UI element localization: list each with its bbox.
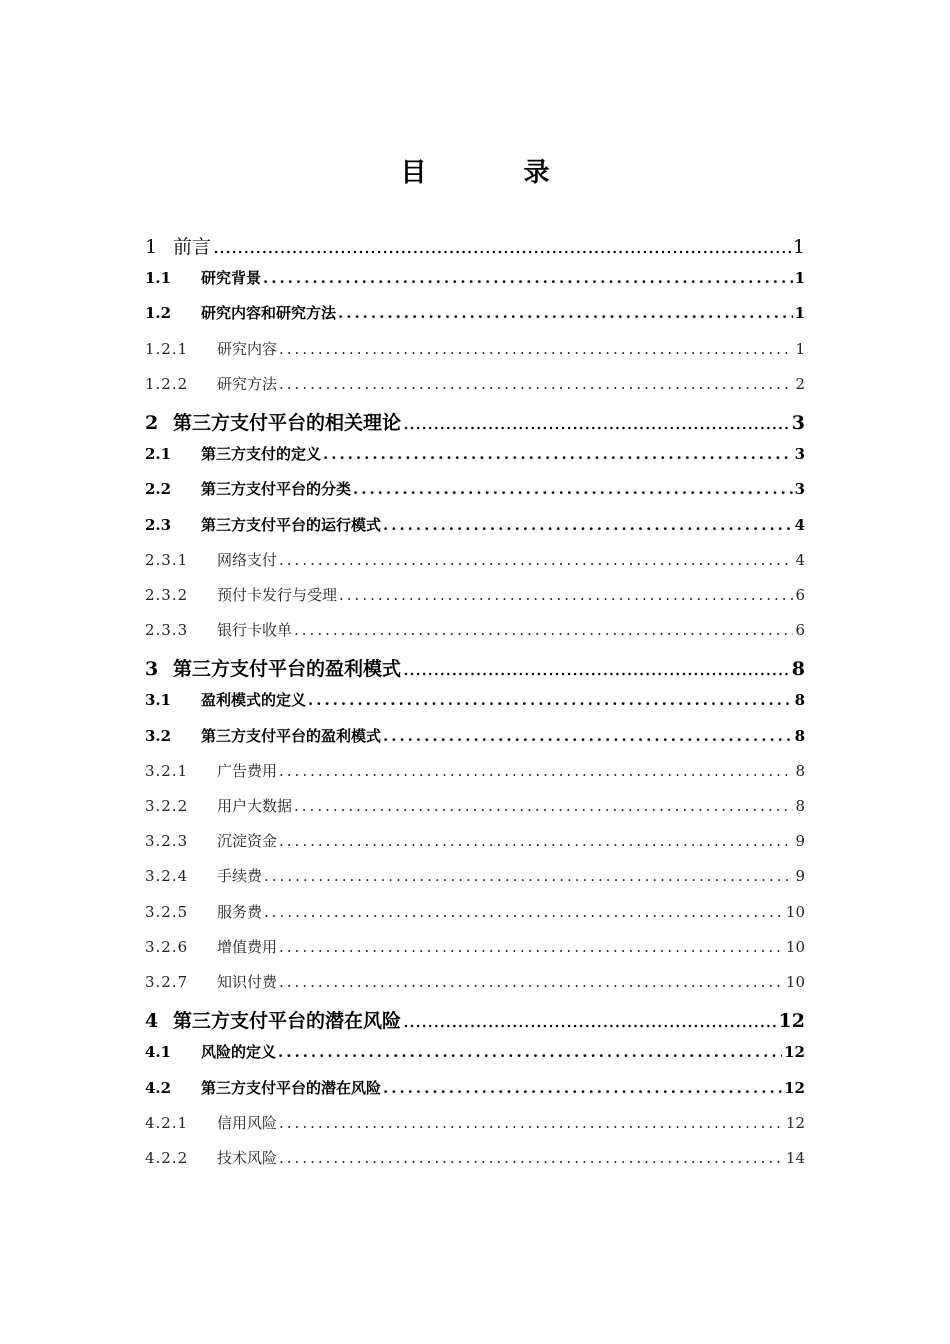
toc-entry-page-number: 9 bbox=[795, 867, 805, 886]
toc-entry-number: 2 bbox=[145, 411, 159, 434]
page-title: 目 录 bbox=[400, 158, 594, 188]
toc-entry-number: 4.2.2 bbox=[145, 1148, 189, 1167]
toc-dot-leader bbox=[383, 516, 793, 534]
toc-dot-leader bbox=[403, 658, 790, 680]
toc-entry-number: 2.3.3 bbox=[145, 621, 189, 640]
toc-entry-number: 3.2.4 bbox=[145, 867, 189, 886]
toc-entry-page-number: 8 bbox=[794, 726, 805, 745]
toc-entry[interactable] bbox=[145, 514, 805, 549]
toc-entry[interactable] bbox=[145, 795, 805, 830]
toc-entry[interactable] bbox=[145, 936, 805, 971]
toc-entry-page-number: 6 bbox=[795, 585, 805, 604]
toc-entry-number: 3.1 bbox=[145, 691, 172, 710]
toc-entry-number: 3.2.5 bbox=[145, 902, 189, 921]
toc-dot-leader bbox=[308, 691, 793, 709]
toc-entry-label: 第三方支付的定义 bbox=[201, 445, 322, 464]
toc-entry-page-number: 2 bbox=[795, 374, 805, 393]
toc-entry-page-number: 8 bbox=[795, 797, 805, 815]
toc-entry[interactable] bbox=[145, 901, 805, 936]
toc-entry-number: 3.2.1 bbox=[145, 761, 189, 780]
toc-entry-page-number: 10 bbox=[785, 972, 805, 991]
toc-entry-page-number: 6 bbox=[795, 621, 805, 640]
toc-entry[interactable] bbox=[145, 373, 805, 408]
toc-entry-label: 第三方支付平台的运行模式 bbox=[201, 515, 382, 534]
toc-entry-label: 沉淀资金 bbox=[217, 832, 278, 851]
toc-entry-page-number: 1 bbox=[795, 339, 805, 358]
toc-entry-number: 3.2.6 bbox=[145, 937, 189, 956]
toc-entry-page-number: 3 bbox=[791, 411, 805, 434]
toc-entry-number: 3.2 bbox=[145, 726, 172, 745]
toc-entry-page-number: 12 bbox=[785, 1113, 805, 1132]
toc-entry-label: 信用风险 bbox=[217, 1113, 278, 1132]
toc-entry-number: 4 bbox=[145, 1010, 159, 1033]
toc-entry[interactable] bbox=[145, 654, 805, 689]
toc-entry-label: 第三方支付平台的盈利模式 bbox=[201, 726, 382, 745]
toc-entry-number: 1 bbox=[145, 236, 158, 258]
toc-entry-page-number: 9 bbox=[795, 832, 805, 851]
toc-dot-leader bbox=[279, 938, 784, 956]
toc-entry-label: 第三方支付平台的分类 bbox=[201, 480, 352, 499]
toc-dot-leader bbox=[279, 340, 793, 358]
toc-entry-label: 银行卡收单 bbox=[217, 621, 293, 640]
toc-entry[interactable] bbox=[145, 1147, 805, 1182]
toc-entry-number: 3.2.2 bbox=[145, 797, 189, 815]
toc-dot-leader bbox=[323, 445, 793, 463]
toc-entry[interactable] bbox=[145, 549, 805, 584]
toc-entry[interactable] bbox=[145, 1112, 805, 1147]
toc-dot-leader bbox=[383, 1079, 782, 1097]
toc-entry-number: 2.2 bbox=[145, 480, 172, 499]
toc-entry-page-number: 10 bbox=[785, 902, 805, 921]
toc-entry[interactable] bbox=[145, 971, 805, 1006]
toc-entry-label: 盈利模式的定义 bbox=[201, 691, 307, 710]
toc-dot-leader bbox=[264, 903, 784, 921]
toc-entry-label: 技术风险 bbox=[217, 1148, 278, 1167]
toc-entry[interactable] bbox=[145, 725, 805, 760]
toc-entry-page-number: 3 bbox=[794, 480, 805, 499]
toc-entry[interactable] bbox=[145, 760, 805, 795]
toc-entry-number: 3.2.3 bbox=[145, 832, 189, 851]
toc-entry[interactable] bbox=[145, 338, 805, 373]
toc-entry-label: 广告费用 bbox=[217, 761, 278, 780]
toc-entry-number: 3 bbox=[145, 658, 159, 681]
toc-entry-page-number: 1 bbox=[794, 269, 805, 288]
toc-dot-leader bbox=[403, 412, 790, 434]
table-of-contents bbox=[145, 232, 805, 1182]
toc-entry-number: 1.2.1 bbox=[145, 339, 189, 358]
toc-dot-leader bbox=[279, 1114, 784, 1132]
toc-entry-label: 研究背景 bbox=[201, 269, 262, 288]
toc-dot-leader bbox=[279, 375, 793, 393]
toc-entry-number: 4.2.1 bbox=[145, 1113, 189, 1132]
toc-entry-label: 预付卡发行与受理 bbox=[217, 585, 338, 604]
toc-entry-number: 2.3 bbox=[145, 515, 172, 534]
toc-entry[interactable] bbox=[145, 232, 805, 267]
toc-entry-label: 网络支付 bbox=[217, 550, 278, 569]
toc-entry[interactable] bbox=[145, 689, 805, 724]
toc-dot-leader bbox=[339, 586, 793, 604]
toc-dot-leader bbox=[338, 304, 793, 322]
toc-dot-leader bbox=[264, 867, 793, 885]
toc-entry[interactable] bbox=[145, 584, 805, 619]
toc-dot-leader bbox=[263, 269, 793, 287]
toc-entry-label: 第三方支付平台的潜在风险 bbox=[173, 1010, 402, 1033]
toc-entry[interactable] bbox=[145, 267, 805, 302]
toc-entry-page-number: 14 bbox=[785, 1148, 805, 1167]
toc-dot-leader bbox=[279, 973, 784, 991]
toc-entry-label: 增值费用 bbox=[217, 937, 278, 956]
toc-entry-number: 4.1 bbox=[145, 1043, 172, 1062]
toc-entry[interactable] bbox=[145, 1041, 805, 1076]
toc-entry[interactable] bbox=[145, 865, 805, 900]
toc-dot-leader bbox=[279, 832, 793, 850]
toc-dot-leader bbox=[294, 621, 793, 639]
toc-entry-page-number: 8 bbox=[795, 761, 805, 780]
toc-dot-leader bbox=[279, 762, 793, 780]
toc-entry-number: 2.3.1 bbox=[145, 550, 189, 569]
toc-entry-label: 服务费 bbox=[217, 902, 263, 921]
toc-entry[interactable] bbox=[145, 1006, 805, 1041]
toc-entry-label: 前言 bbox=[173, 236, 212, 258]
toc-dot-leader bbox=[279, 1149, 784, 1167]
toc-dot-leader bbox=[278, 1043, 782, 1061]
toc-entry-page-number: 12 bbox=[784, 1043, 805, 1062]
toc-entry-page-number: 8 bbox=[794, 691, 805, 710]
toc-entry-label: 第三方支付平台的盈利模式 bbox=[173, 658, 402, 681]
toc-entry-label: 手续费 bbox=[217, 867, 263, 886]
toc-entry-label: 风险的定义 bbox=[201, 1043, 277, 1062]
toc-entry-number: 1.1 bbox=[145, 269, 172, 288]
toc-dot-leader bbox=[353, 480, 793, 498]
toc-entry-number: 1.2 bbox=[145, 304, 172, 323]
toc-entry-label: 用户大数据 bbox=[217, 797, 293, 815]
toc-entry-page-number: 4 bbox=[795, 550, 805, 569]
toc-entry-page-number: 4 bbox=[794, 515, 805, 534]
toc-entry-label: 第三方支付平台的相关理论 bbox=[173, 411, 402, 434]
toc-entry[interactable] bbox=[145, 478, 805, 513]
toc-entry[interactable] bbox=[145, 830, 805, 865]
toc-entry[interactable] bbox=[145, 1077, 805, 1112]
toc-entry-label: 研究内容 bbox=[217, 339, 278, 358]
toc-entry[interactable] bbox=[145, 302, 805, 337]
toc-entry-number: 1.2.2 bbox=[145, 374, 189, 393]
toc-entry-page-number: 10 bbox=[785, 937, 805, 956]
toc-entry-number: 3.2.7 bbox=[145, 972, 189, 991]
toc-entry-page-number: 3 bbox=[794, 445, 805, 464]
toc-entry-number: 2.3.2 bbox=[145, 585, 189, 604]
toc-entry-page-number: 1 bbox=[794, 304, 805, 323]
toc-entry-number: 4.2 bbox=[145, 1078, 172, 1097]
toc-entry-label: 知识付费 bbox=[217, 972, 278, 991]
toc-entry-page-number: 1 bbox=[792, 236, 805, 258]
toc-entry-number: 2.1 bbox=[145, 445, 172, 464]
toc-entry[interactable] bbox=[145, 408, 805, 443]
toc-entry-page-number: 12 bbox=[784, 1078, 805, 1097]
toc-entry[interactable] bbox=[145, 443, 805, 478]
toc-entry-page-number: 12 bbox=[778, 1010, 805, 1033]
toc-entry-label: 第三方支付平台的潜在风险 bbox=[201, 1078, 382, 1097]
toc-entry-label: 研究方法 bbox=[217, 374, 278, 393]
toc-dot-leader bbox=[403, 1010, 777, 1032]
toc-entry-page-number: 8 bbox=[791, 658, 805, 681]
toc-entry-label: 研究内容和研究方法 bbox=[201, 304, 337, 323]
toc-dot-leader bbox=[279, 551, 793, 569]
toc-dot-leader bbox=[383, 727, 793, 745]
toc-entry[interactable] bbox=[145, 619, 805, 654]
toc-dot-leader bbox=[213, 236, 791, 258]
toc-dot-leader bbox=[294, 797, 793, 815]
